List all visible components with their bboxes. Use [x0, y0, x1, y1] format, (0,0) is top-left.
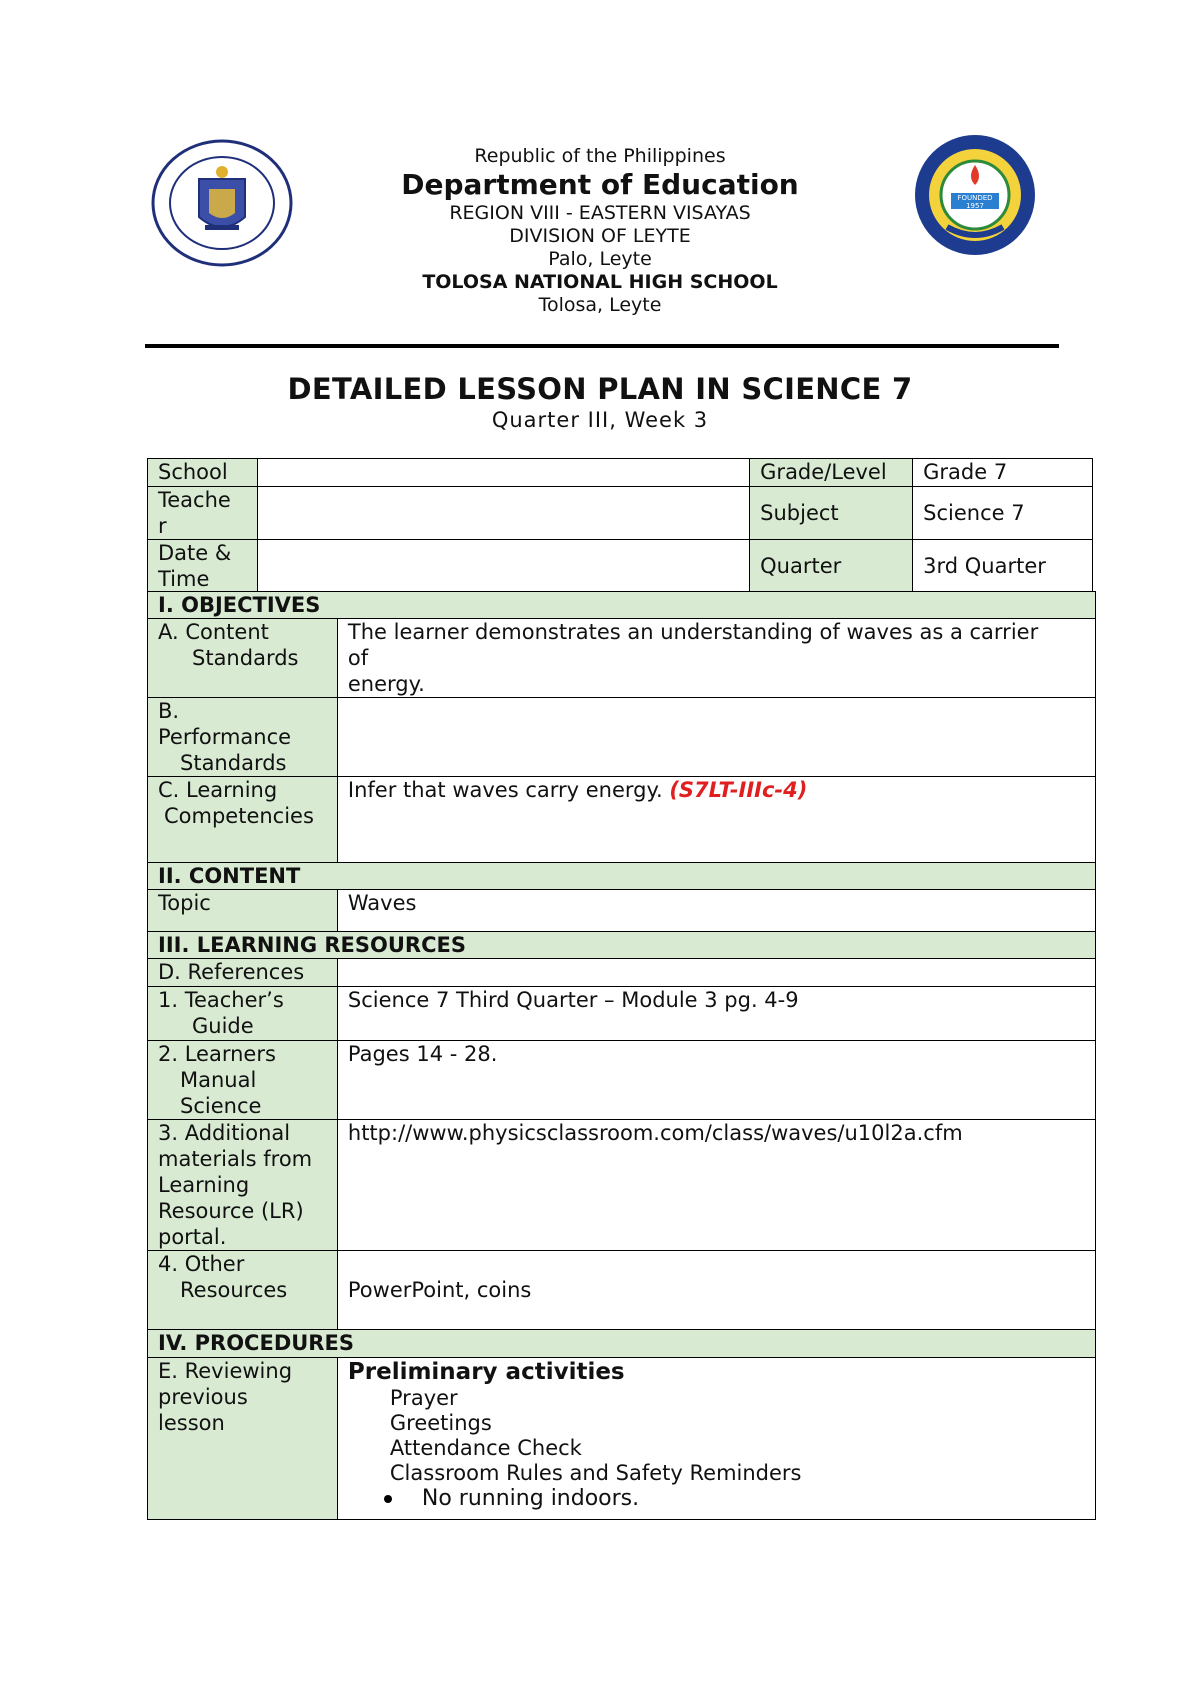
school-label: School: [148, 459, 258, 487]
city-line: Palo, Leyte: [548, 248, 652, 270]
quarter-label: Quarter: [750, 540, 913, 593]
procedures-heading: IV. PROCEDURES: [148, 1330, 1096, 1358]
school-value[interactable]: [257, 459, 749, 487]
reviewing-lesson-label: E. Reviewing previous lesson: [148, 1358, 338, 1520]
svg-text:1957: 1957: [966, 202, 984, 210]
reviewing-lesson-content: [337, 1358, 1095, 1520]
learning-competencies-label: C. Learning Competencies: [148, 777, 338, 863]
learners-manual-label: 2. Learners Manual Science: [148, 1041, 338, 1120]
content-standards-label: A. Content Standards: [148, 619, 338, 698]
header-divider: [145, 344, 1059, 348]
republic-line: Republic of the Philippines: [474, 145, 726, 167]
additional-materials-link[interactable]: http://www.physicsclassroom.com/class/waves/u10l2a.cfm: [337, 1120, 1095, 1251]
prelim-item: Classroom Rules and Safety Reminders: [389, 1461, 802, 1485]
bullet-icon: [384, 1495, 392, 1503]
date-time-value[interactable]: [257, 540, 749, 593]
school-town: Tolosa, Leyte: [538, 294, 662, 316]
other-resources-label: 4. Other Resources: [148, 1251, 338, 1330]
document-title: DETAILED LESSON PLAN IN SCIENCE 7: [287, 372, 913, 406]
content-standards-value: The learner demonstrates an understanding of waves as a carrier of energy.: [337, 619, 1095, 698]
other-resources-value: PowerPoint, coins: [337, 1251, 1095, 1330]
references-label: D. References: [148, 959, 338, 987]
department-name: Department of Education: [401, 168, 799, 201]
info-table: [147, 458, 1093, 593]
document-subtitle: Quarter III, Week 3: [491, 408, 709, 432]
teachers-guide-label: 1. Teacher’s Guide: [148, 987, 338, 1041]
school-seal-logo: [913, 131, 1037, 259]
teacher-label: Teache r: [148, 487, 258, 540]
letterhead: [300, 145, 900, 317]
safety-bullet: No running indoors.: [348, 1486, 1087, 1512]
division-line: DIVISION OF LEYTE: [509, 225, 691, 247]
performance-standards-value[interactable]: [337, 698, 1095, 777]
resources-heading: III. LEARNING RESOURCES: [148, 932, 1096, 959]
school-name: TOLOSA NATIONAL HIGH SCHOOL: [422, 271, 778, 293]
prelim-item: Attendance Check: [389, 1436, 582, 1460]
learners-manual-value: Pages 14 - 28.: [337, 1041, 1095, 1120]
content-heading: II. CONTENT: [148, 863, 1096, 890]
region-line: REGION VIII - EASTERN VISAYAS: [449, 202, 751, 224]
learning-competencies-value: Infer that waves carry energy. (S7LT-IIIc-4): [337, 777, 1095, 863]
svg-text:FOUNDED: FOUNDED: [957, 194, 993, 202]
deped-seal-logo: [151, 139, 293, 267]
teachers-guide-value: Science 7 Third Quarter – Module 3 pg. 4-9: [337, 987, 1095, 1041]
topic-label: Topic: [148, 890, 338, 932]
preliminary-activities-title: Preliminary activities: [347, 1359, 625, 1385]
performance-standards-label: B. Performance Standards: [148, 698, 338, 777]
topic-value: Waves: [337, 890, 1095, 932]
references-value: [337, 959, 1095, 987]
objectives-heading: I. OBJECTIVES: [148, 592, 1096, 619]
additional-materials-label: 3. Additional materials from Learning Resource (LR) portal.: [148, 1120, 338, 1251]
quarter-value[interactable]: 3rd Quarter: [913, 540, 1093, 593]
teacher-value[interactable]: [257, 487, 749, 540]
prelim-item: Greetings: [389, 1411, 492, 1435]
subject-value[interactable]: Science 7: [913, 487, 1093, 540]
grade-value[interactable]: Grade 7: [913, 459, 1093, 487]
date-time-label: Date & Time: [148, 540, 258, 593]
grade-label: Grade/Level: [750, 459, 913, 487]
competency-code: (S7LT-IIIc-4): [669, 778, 808, 802]
prelim-item: Prayer: [389, 1386, 458, 1410]
subject-label: Subject: [750, 487, 913, 540]
lesson-plan-table: [147, 591, 1096, 1520]
